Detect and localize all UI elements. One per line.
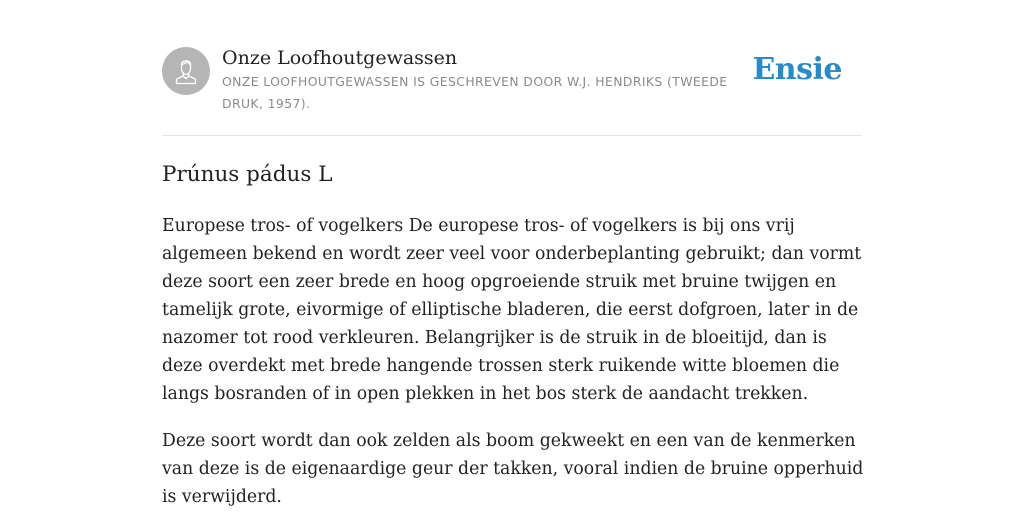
ensie-logo[interactable]: Ensie — [752, 52, 842, 87]
header-divider — [162, 135, 862, 136]
entry-title: Prúnus pádus L — [162, 162, 333, 187]
source-header — [162, 46, 862, 116]
source-avatar[interactable] — [162, 47, 210, 95]
source-title[interactable]: Onze Loofhoutgewassen — [222, 47, 458, 69]
user-silhouette-icon — [162, 47, 210, 95]
entry-paragraph: Deze soort wordt dan ook zelden als boom gekweekt en een van de kenmerken van deze is de eigenaardige geur der takken, vooral indien de bruine opperhuid is verwijderd. — [162, 431, 864, 507]
entry-body — [162, 212, 866, 530]
entry-paragraph: Europese tros- of vogelkers De europese tros- of vogelkers is bij ons vrij algemeen bekend en wordt zeer veel voor onderbeplanting gebruikt; dan vormt deze soort een zeer brede en hoog opgroeiende struik met bruine twijgen en tamelijk grote, eivormige of elliptische bladeren, die eerst dofgroen, later in de nazomer tot rood verkleuren. Belangrijker is de struik in de bloeitijd, dan is deze overdekt met brede hangende trossen sterk ruikende witte bloemen die langs bosranden of in open plekken in het bos sterk de aandacht trekken. — [162, 216, 862, 404]
source-description: ONZE LOOFHOUTGEWASSEN IS GESCHREVEN DOOR W.J. HENDRIKS (TWEEDE DRUK, 1957). — [222, 74, 728, 111]
page — [162, 0, 862, 512]
